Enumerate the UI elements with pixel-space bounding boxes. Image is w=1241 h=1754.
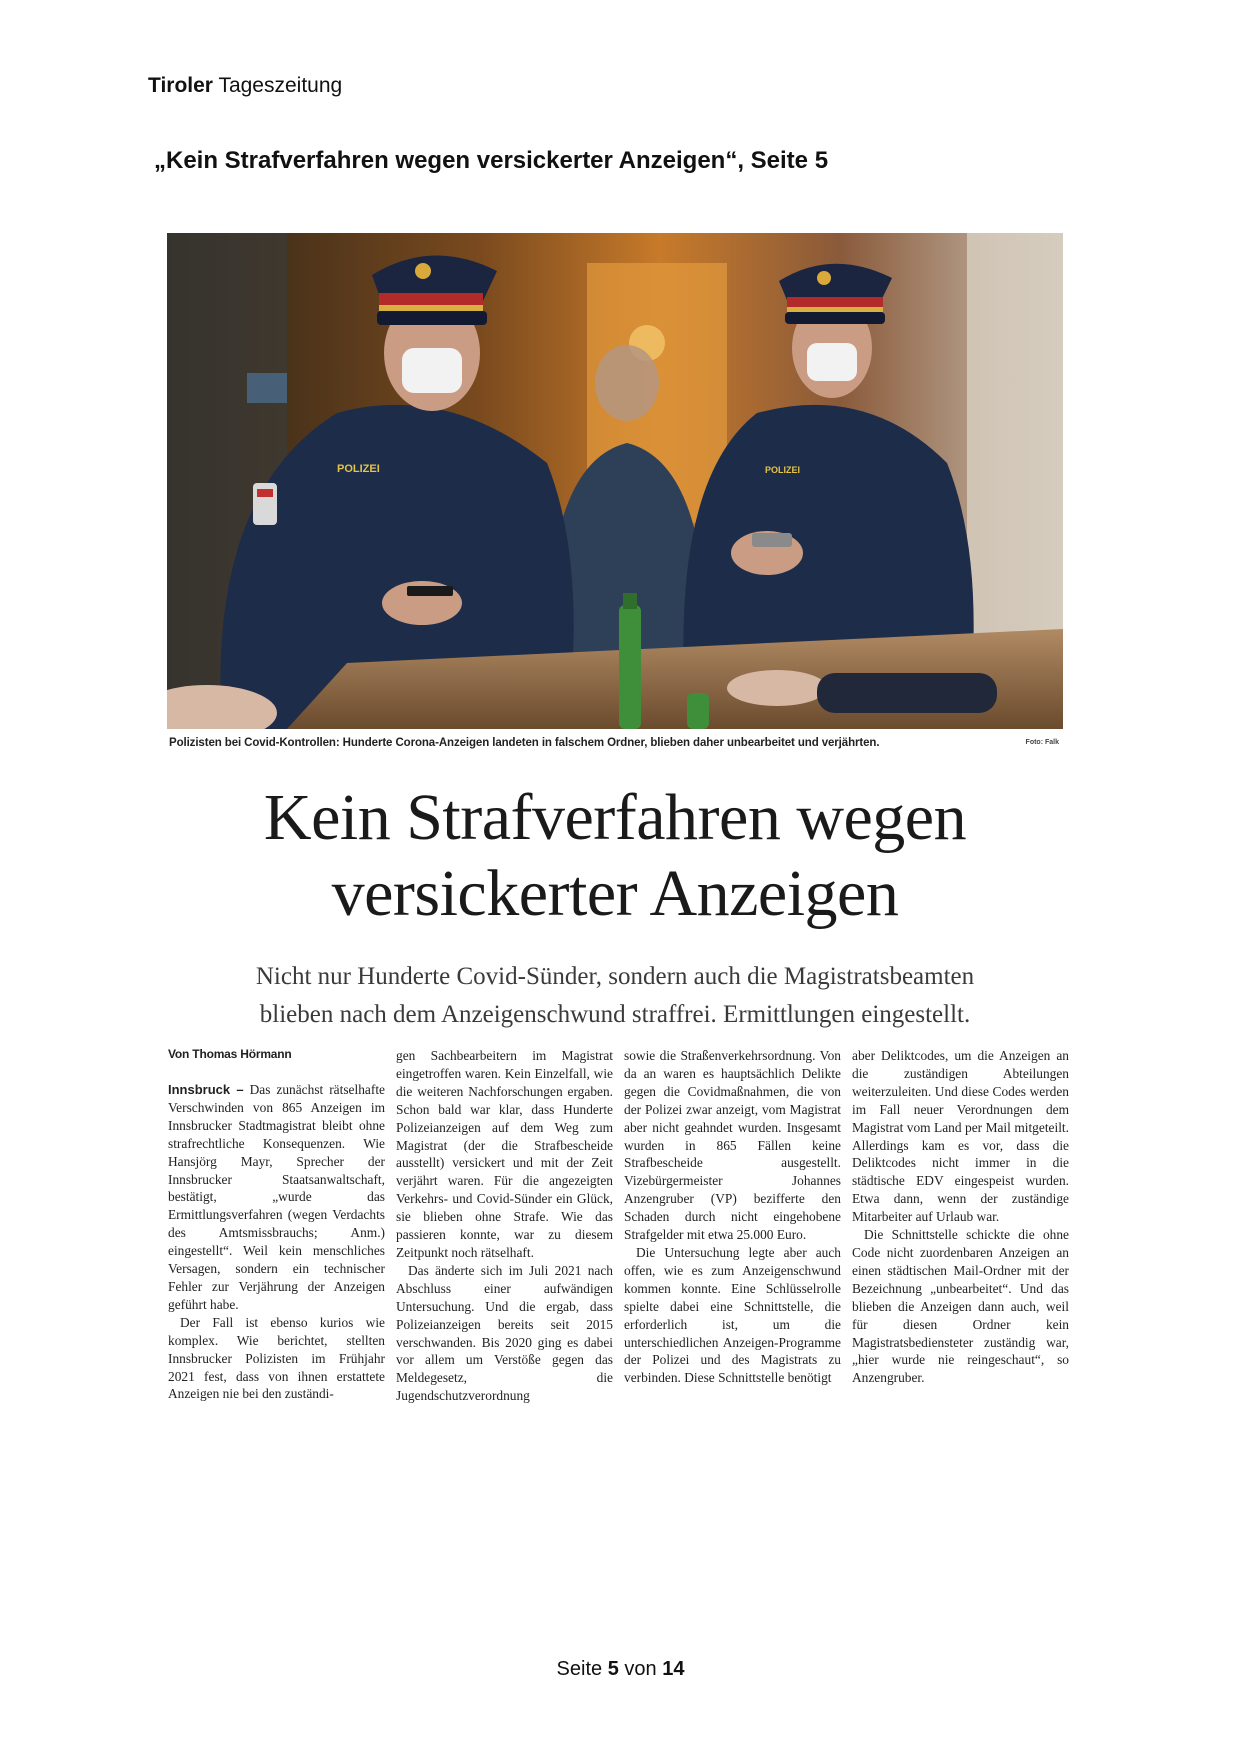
column-1-paragraph-2: Der Fall ist ebenso kurios wie komplex. Wie berichtet, stellten Innsbrucker Polizisten im Frühjahr 2021 fest, dass von ihnen erstattete Anzeigen nie bei den zuständi-: [168, 1314, 385, 1402]
column-3-paragraph-1: sowie die Straßenverkehrsordnung. Von da an waren es hauptsächlich Delikte gegen die Covidmaßnahmen, die von der Polizei zwar anzeigt, vom Magistrat aber nicht geahndet wurden. Insgesamt wurden in 865 Fällen keine Strafbescheide ausgestellt. Vizebürgermeister Johannes Anzengruber (VP) bezifferte den Schaden durch nicht eingehobene Strafgelder mit etwa 25.000 Euro.: [624, 1048, 841, 1243]
article-column-1: [168, 1081, 385, 1403]
column-2-paragraph-2: Das änderte sich im Juli 2021 nach Abschluss einer aufwändigen Untersuchung. Und die ergab, dass Polizeianzeigen bereits seit 2015 verschwanden. Bis 2020 ging es dabei vor allem um Verstöße gegen das Meldegesetz, die Jugendschutzverordnung: [396, 1262, 613, 1404]
byline: Von Thomas Hörmann: [168, 1047, 292, 1061]
headline-line-2: versickerter Anzeigen: [331, 857, 899, 930]
subline-line-1: Nicht nur Hunderte Covid-Sünder, sondern auch die Magistratsbeamten: [255, 963, 975, 990]
article-photo: [167, 233, 1063, 729]
page-footer: [0, 1658, 1241, 1681]
column-2-paragraph-1: gen Sachbearbeitern im Magistrat eingetroffen waren. Kein Einzelfall, wie die weiteren Nachforschungen ergaben. Schon bald war klar, dass Hunderte Polizeianzeigen auf dem Weg zum Magistrat (der die Strafbescheide ausstellt) versickert und mit der Zeit verjährt waren. Für die angezeigten Verkehrs- und Covid-Sünder ein Glück, sie blieben ohne Strafe. Wie das passieren konnte, war zu diesem Zeitpunkt noch rätselhaft.: [396, 1048, 613, 1260]
column-4-paragraph-2: Die Schnittstelle schickte die ohne Code nicht zuordenbaren Anzeigen an einen städtischen Mail-Ordner mit der Bezeichnung „unbearbeitet“. Und das blieben die Anzeigen dann auch, weil für diesen Ordner kein Magistratsbediensteter zuständig war, „hier wurde nie reingeschaut“, so Anzengruber.: [852, 1227, 1069, 1386]
column-1-paragraph-1-text: Das zunächst rätselhafte Verschwinden von 865 Anzeigen im Innsbrucker Stadtmagistrat bleibt ohne strafrechtliche Konsequenzen. Wie Hansjörg Mayr, Sprecher der Innsbrucker Staatsanwaltschaft, bestätigt, „wurde das Ermittlungsverfahren (wegen Verdachts des Amtsmissbrauchs; Anm.) eingestellt“. Weil kein menschliches Versagen, sondern ein technischer Fehler zur Verjährung der Anzeigen geführt habe.: [168, 1082, 385, 1312]
article-column-3: [624, 1047, 841, 1387]
footer-middle: von: [624, 1658, 657, 1680]
article-subline: [167, 958, 1063, 1034]
photo-caption: [167, 735, 1063, 753]
footer-total-pages: 14: [662, 1658, 685, 1680]
article-headline: [167, 780, 1063, 932]
photo-caption-text: Polizisten bei Covid-Kontrollen: Hunderte Corona-Anzeigen landeten in falschem Ordner, blieben daher unbearbeitet und verjährten.: [169, 737, 880, 749]
reference-title: „Kein Strafverfahren wegen versickerter Anzeigen“, Seite 5: [154, 147, 829, 174]
dateline: Innsbruck –: [168, 1082, 244, 1097]
footer-page-number: 5: [607, 1658, 619, 1680]
subline-line-2: blieben nach dem Anzeigenschwund straffrei. Ermittlungen eingestellt.: [259, 1001, 971, 1028]
article-column-2: [396, 1047, 613, 1405]
publication-name-bold: Tiroler: [148, 74, 213, 97]
photo-credit: Foto: Falk: [1025, 739, 1059, 746]
headline-line-1: Kein Strafverfahren wegen: [263, 781, 967, 854]
column-1-paragraph-1: [168, 1081, 385, 1314]
polizei-badge-left: POLIZEI: [337, 463, 380, 475]
publication-name: [148, 74, 342, 98]
polizei-badge-right: POLIZEI: [765, 465, 801, 475]
column-3-paragraph-2: Die Untersuchung legte aber auch offen, wie es zum Anzeigenschwund kommen konnte. Eine Schlüsselrolle spielte dabei eine Schnittstelle, die erforderlich ist, um die unterschiedlichen Anzeigen-Programme der Polizei und des Magistrats zu verbinden. Diese Schnittstelle benötigt: [624, 1244, 841, 1386]
publication-name-rest: Tageszeitung: [218, 74, 343, 97]
article-column-4: [852, 1047, 1069, 1387]
footer-prefix: Seite: [556, 1658, 603, 1680]
column-4-paragraph-1: aber Deliktcodes, um die Anzeigen an die zuständigen Abteilungen weiterzuleiten. Und diese Codes werden im Fall neuer Verordnungen dem Magistrat vom Land per Mail mitgeteilt. Allerdings kam es vor, dass die Deliktcodes nicht immer in die städtische EDV eingespeist wurden. Etwa dann, wenn der zuständige Mitarbeiter auf Urlaub war.: [852, 1048, 1069, 1225]
